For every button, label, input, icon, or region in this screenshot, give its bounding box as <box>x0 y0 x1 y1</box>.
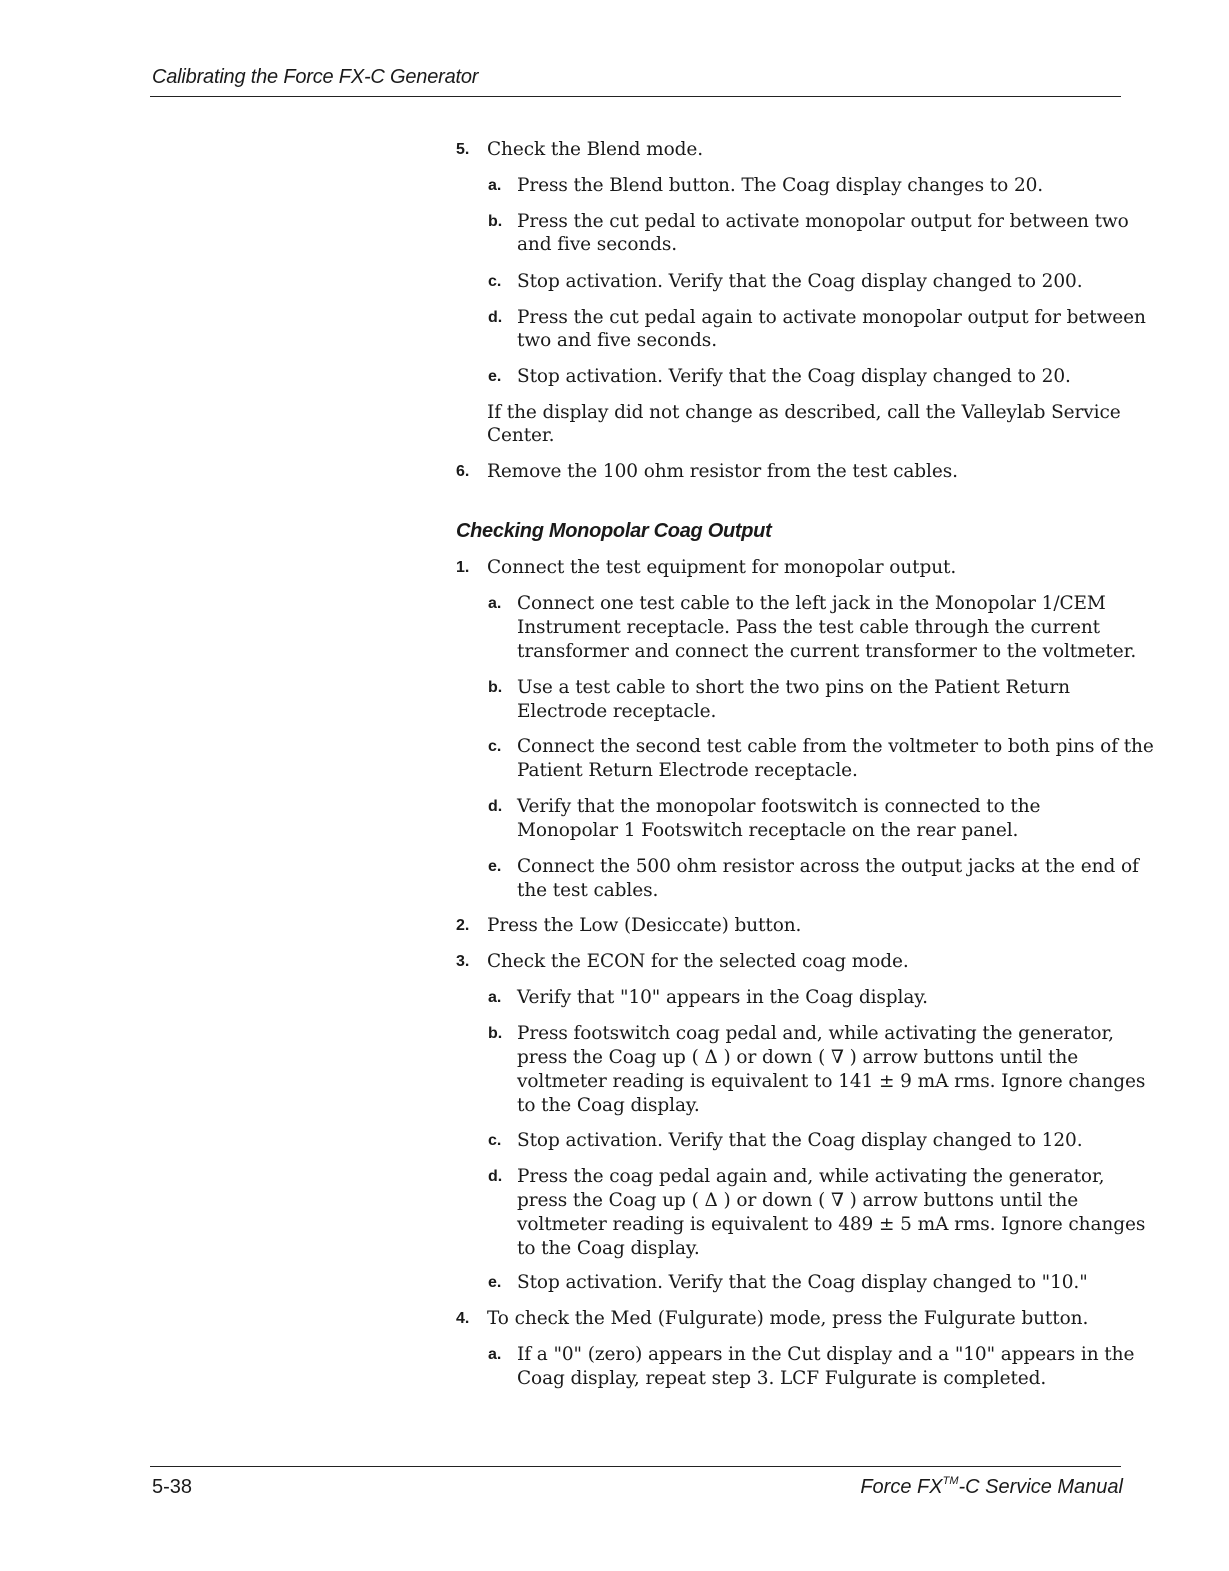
substep-letter: e. <box>488 1274 502 1291</box>
substep-text: Press the cut pedal again to activate monopolar output for between <box>517 307 1146 328</box>
substep-text: Stop activation. Verify that the Coag display changed to 200. <box>517 271 1083 292</box>
substep-text: Press footswitch coag pedal and, while activating the generator, <box>517 1023 1114 1044</box>
substep-text: Verify that the monopolar footswitch is connected to the <box>517 796 1041 817</box>
step-number: 1. <box>456 559 470 576</box>
substep-text: Electrode receptacle. <box>517 701 717 722</box>
substep-text: Verify that "10" appears in the Coag display. <box>517 987 928 1008</box>
substep-text: Press the cut pedal to activate monopolar output for between two <box>517 211 1129 232</box>
substep-text: Connect the 500 ohm resistor across the output jacks at the end of <box>517 856 1139 877</box>
substep-text: Stop activation. Verify that the Coag display changed to "10." <box>517 1272 1088 1293</box>
substep-letter: a. <box>488 595 502 612</box>
substep-text: the test cables. <box>517 880 659 901</box>
substep-letter: c. <box>488 273 502 290</box>
substep-letter: a. <box>488 177 502 194</box>
substep-text: to the Coag display. <box>517 1095 700 1116</box>
step-number: 6. <box>456 463 470 480</box>
step-number: 4. <box>456 1310 470 1327</box>
substep-text: voltmeter reading is equivalent to 489 ± 5 mA rms. Ignore changes <box>517 1214 1146 1235</box>
trademark-mark: TM <box>942 1475 959 1487</box>
substep-letter: e. <box>488 858 502 875</box>
step-text: Check the ECON for the selected coag mode. <box>487 951 909 972</box>
step-text: To check the Med (Fulgurate) mode, press the Fulgurate button. <box>487 1308 1089 1329</box>
substep-text: to the Coag display. <box>517 1238 700 1259</box>
header-rule <box>150 96 1121 97</box>
manual-title-suffix: -C Service Manual <box>958 1476 1123 1498</box>
substep-text: Use a test cable to short the two pins on the Patient Return <box>517 677 1070 698</box>
substep-letter: b. <box>488 679 503 696</box>
step-text: Remove the 100 ohm resistor from the test cables. <box>487 461 958 482</box>
substep-letter: d. <box>488 1168 503 1185</box>
substep-text: Press the Blend button. The Coag display changes to 20. <box>517 175 1044 196</box>
substep-text: Press the coag pedal again and, while activating the generator, <box>517 1166 1105 1187</box>
substep-text: Instrument receptacle. Pass the test cable through the current <box>517 617 1101 638</box>
substep-text: press the Coag up ( Δ ) or down ( ∇ ) arrow buttons until the <box>517 1047 1079 1068</box>
footer-rule <box>150 1466 1121 1467</box>
substep-letter: b. <box>488 1025 503 1042</box>
substep-letter: a. <box>488 1346 502 1363</box>
substep-text: and five seconds. <box>517 234 678 255</box>
substep-text: Stop activation. Verify that the Coag display changed to 20. <box>517 366 1071 387</box>
substep-text: press the Coag up ( Δ ) or down ( ∇ ) arrow buttons until the <box>517 1190 1079 1211</box>
step-note: If the display did not change as described, call the Valleylab Service <box>487 402 1121 423</box>
substep-letter: d. <box>488 798 503 815</box>
step-note: Center. <box>487 425 555 446</box>
substep-text: Connect the second test cable from the voltmeter to both pins of the <box>517 736 1154 757</box>
substep-text: Stop activation. Verify that the Coag display changed to 120. <box>517 1130 1083 1151</box>
section-heading: Checking Monopolar Coag Output <box>456 520 772 542</box>
step-number: 5. <box>456 141 470 158</box>
substep-letter: b. <box>488 213 503 230</box>
substep-letter: c. <box>488 738 502 755</box>
step-text: Press the Low (Desiccate) button. <box>487 915 802 936</box>
step-text: Check the Blend mode. <box>487 139 703 160</box>
substep-letter: e. <box>488 368 502 385</box>
substep-text: If a "0" (zero) appears in the Cut display and a "10" appears in the <box>517 1344 1135 1365</box>
substep-text: two and five seconds. <box>517 330 717 351</box>
substep-text: Patient Return Electrode receptacle. <box>517 760 858 781</box>
manual-title-prefix: Force FX <box>860 1476 943 1498</box>
substep-text: transformer and connect the current transformer to the voltmeter. <box>517 641 1137 662</box>
substep-letter: c. <box>488 1132 502 1149</box>
step-number: 3. <box>456 953 470 970</box>
running-header: Calibrating the Force FX-C Generator <box>152 66 479 88</box>
substep-letter: a. <box>488 989 502 1006</box>
substep-text: voltmeter reading is equivalent to 141 ± 9 mA rms. Ignore changes <box>517 1071 1146 1092</box>
substep-letter: d. <box>488 309 503 326</box>
substep-text: Connect one test cable to the left jack in the Monopolar 1/CEM <box>517 593 1106 614</box>
substep-text: Coag display, repeat step 3. LCF Fulgurate is completed. <box>517 1368 1047 1389</box>
page-number: 5-38 <box>152 1476 193 1498</box>
manual-title <box>860 1476 1123 1499</box>
step-number: 2. <box>456 917 470 934</box>
step-text: Connect the test equipment for monopolar output. <box>487 557 957 578</box>
substep-text: Monopolar 1 Footswitch receptacle on the rear panel. <box>517 820 1019 841</box>
